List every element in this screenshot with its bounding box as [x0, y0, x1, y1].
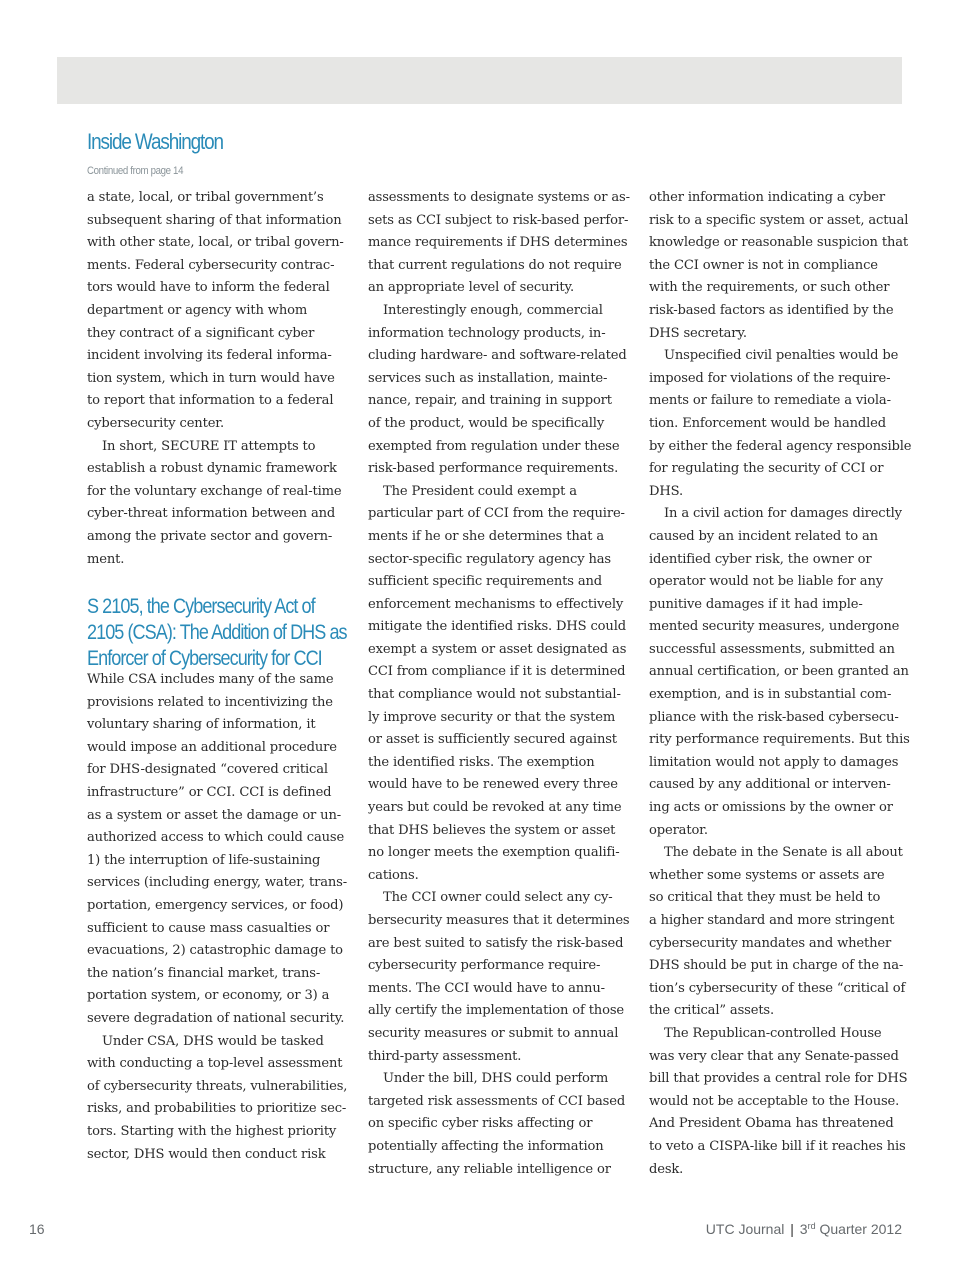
page-number: 16 — [29, 1221, 45, 1237]
section-title: Inside Washington — [87, 129, 223, 154]
subheading — [87, 594, 345, 672]
text-line: ally certify the implementation of those — [368, 1003, 624, 1019]
text-line: risk-based factors as identified by the — [649, 302, 894, 318]
text-line: Interestingly enough, commercial — [383, 302, 603, 318]
text-line: The Republican-controlled House — [664, 1025, 882, 1041]
paragraph-cont — [368, 1091, 630, 1181]
text-line: cybersecurity mandates and whether — [649, 935, 892, 951]
text-line: CCI from compliance if it is determined — [368, 664, 626, 680]
text-line: ments. Federal cybersecurity contrac- — [87, 257, 335, 273]
paragraph — [87, 669, 349, 1031]
text-line: are best suited to satisfy the risk-based — [368, 935, 624, 951]
text-line: cluding hardware- and software-related — [368, 348, 627, 364]
text-line: an appropriate level of security. — [368, 280, 575, 296]
text-line: mitigate the identified risks. DHS could — [368, 619, 626, 635]
text-line: bersecurity measures that it determines — [368, 913, 630, 928]
text-line: mented security measures, undergone — [649, 619, 900, 635]
subheading-line: 2105 (CSA): The Addition of DHS as — [87, 621, 347, 645]
text-line: establish a robust dynamic framework — [87, 461, 337, 477]
text-line: for DHS-designated “covered critical — [87, 762, 328, 778]
text-line: 1) the interruption of life-sustaining — [87, 852, 321, 868]
text-line: exempt a system or asset designated as — [368, 641, 627, 657]
text-line: nance, repair, and training in support — [368, 393, 612, 409]
text-line: limitation would not apply to damages — [649, 754, 899, 770]
text-line: exemption, and is in substantial com- — [649, 687, 892, 703]
text-line: cations. — [368, 867, 419, 883]
text-line: the CCI owner is not in compliance — [649, 257, 878, 273]
text-line: caused by any additional or interven- — [649, 777, 891, 793]
text-line: third-party assessment. — [368, 1048, 522, 1064]
text-line: Unspecified civil penalties would be — [664, 348, 899, 364]
text-line: knowledge or reasonable suspicion that — [649, 235, 909, 251]
text-line: security measures or submit to annual — [368, 1025, 619, 1041]
text-line: to report that information to a federal — [87, 393, 334, 409]
text-line: would have to be renewed every three — [368, 777, 618, 793]
text-line: Under the bill, DHS could perform — [383, 1071, 609, 1087]
text-line: tion. Enforcement would be handled — [649, 415, 886, 431]
journal-name: UTC Journal — [705, 1221, 785, 1237]
header-banner — [57, 57, 902, 104]
text-line: provisions related to incentivizing the — [87, 694, 333, 710]
text-line: The President could exempt a — [383, 483, 577, 499]
paragraph — [368, 887, 630, 910]
text-line: would not be acceptable to the House. — [649, 1093, 900, 1109]
issue-number: 3 — [799, 1221, 808, 1237]
column-1 — [87, 187, 349, 1166]
text-line: mance requirements if DHS determines — [368, 235, 628, 251]
text-line: structure, any reliable intelligence or — [368, 1161, 611, 1177]
text-line: on specific cyber risks affecting or — [368, 1116, 593, 1132]
text-line: a higher standard and more stringent — [649, 913, 895, 928]
paragraph — [649, 503, 911, 526]
text-line: of cybersecurity threats, vulnerabilities, — [87, 1078, 348, 1094]
text-line: tion’s cybersecurity of these “critical of — [649, 980, 906, 996]
footer-separator: | — [790, 1221, 794, 1237]
text-line: bill that provides a central role for DHS — [649, 1071, 908, 1087]
paragraph — [649, 842, 911, 865]
text-line: tion system, which in turn would have — [87, 370, 335, 386]
text-line: that current regulations do not require — [368, 257, 622, 273]
text-line: among the private sector and govern- — [87, 528, 333, 544]
footer-journal — [706, 1221, 902, 1237]
text-line: years but could be revoked at any time — [368, 800, 622, 816]
text-line: operator would not be liable for any — [649, 574, 883, 590]
text-line: The debate in the Senate is all about — [664, 845, 903, 861]
issue-quarter: Quarter 2012 — [819, 1221, 902, 1237]
text-line: sets as CCI subject to risk-based perfor- — [368, 212, 629, 228]
text-line: operator. — [649, 822, 708, 838]
text-line: ly improve security or that the system — [368, 709, 616, 725]
paragraph — [368, 481, 630, 504]
paragraph — [87, 187, 349, 436]
column-3 — [649, 187, 911, 1181]
text-line: In a civil action for damages directly — [664, 506, 902, 522]
paragraph — [368, 1068, 630, 1091]
text-line: identified cyber risk, the owner or — [649, 551, 872, 567]
text-line: ments if he or she determines that a — [368, 528, 605, 544]
text-line: that DHS believes the system or asset — [368, 822, 616, 838]
text-line: portation, emergency services, or food) — [87, 898, 344, 914]
text-line: enforcement mechanisms to effectively — [368, 596, 624, 612]
text-line: sector-specific regulatory agency has — [368, 551, 611, 567]
column-2 — [368, 187, 630, 1181]
text-line: ments. The CCI would have to annu- — [368, 980, 605, 996]
text-line: with other state, local, or tribal govern- — [87, 235, 344, 251]
text-line: portation system, or economy, or 3) a — [87, 988, 330, 1004]
text-line: other information indicating a cyber — [649, 190, 885, 205]
paragraph-cont — [649, 865, 911, 1023]
subheading-line: Enforcer of Cybersecurity for CCI — [87, 647, 322, 671]
text-line: risks, and probabilities to prioritize sec- — [87, 1101, 347, 1117]
text-line: by either the federal agency responsible — [649, 438, 912, 454]
paragraph-cont — [649, 368, 911, 504]
text-line: The CCI owner could select any cy- — [383, 890, 613, 906]
text-line: infrastructure” or CCI. CCI is defined — [87, 785, 332, 801]
text-line: punitive damages if it had imple- — [649, 596, 863, 612]
paragraph-cont — [87, 1053, 349, 1166]
text-line: targeted risk assessments of CCI based — [368, 1093, 626, 1109]
text-line: for the voluntary exchange of real-time — [87, 483, 342, 499]
text-line: Under CSA, DHS would be tasked — [102, 1033, 324, 1049]
text-line: no longer meets the exemption qualifi- — [368, 845, 620, 861]
text-line: imposed for violations of the require- — [649, 370, 891, 386]
text-line: or asset is sufficiently secured against — [368, 732, 617, 748]
text-line: services such as installation, mainte- — [368, 370, 608, 386]
paragraph-cont — [368, 503, 630, 887]
text-line: ing acts or omissions by the owner or — [649, 800, 893, 816]
text-line: cyber-threat information between and — [87, 506, 336, 522]
text-line: cybersecurity center. — [87, 415, 224, 431]
text-line: the identified risks. The exemption — [368, 754, 595, 770]
text-line: as a system or asset the damage or un- — [87, 807, 342, 823]
text-line: so critical that they must be held to — [649, 890, 881, 906]
paragraph — [87, 1031, 349, 1054]
paragraph — [649, 187, 911, 345]
text-line: subsequent sharing of that information — [87, 212, 342, 228]
text-line: incident involving its federal informa- — [87, 348, 332, 364]
text-line: DHS. — [649, 483, 683, 499]
text-line: caused by an incident related to an — [649, 528, 878, 544]
paragraph-cont — [368, 910, 630, 1068]
text-line: cybersecurity performance require- — [368, 958, 601, 974]
text-line: risk-based performance requirements. — [368, 461, 619, 477]
text-line: successful assessments, submitted an — [649, 641, 895, 657]
text-line: a state, local, or tribal government’s — [87, 190, 324, 205]
text-line: sector, DHS would then conduct risk — [87, 1146, 326, 1162]
text-line: potentially affecting the information — [368, 1138, 604, 1154]
text-line: pliance with the risk-based cybersecu- — [649, 709, 899, 725]
paragraph-cont — [87, 458, 349, 571]
text-line: rity performance requirements. But this — [649, 732, 910, 748]
text-line: of the product, would be specifically — [368, 415, 605, 431]
text-line: annual certification, or been granted an — [649, 664, 909, 680]
paragraph-cont — [649, 526, 911, 842]
paragraph — [87, 436, 349, 459]
text-line: voluntary sharing of information, it — [87, 717, 316, 733]
continued-note: Continued from page 14 — [87, 165, 184, 177]
text-line: with conducting a top-level assessment — [87, 1056, 343, 1072]
text-line: exempted from regulation under these — [368, 438, 620, 454]
text-line: DHS should be put in charge of the na- — [649, 958, 904, 974]
text-line: they contract of a significant cyber — [87, 325, 315, 341]
text-line: whether some systems or assets are — [649, 867, 885, 883]
text-line: would impose an additional procedure — [87, 739, 337, 755]
text-line: the critical” assets. — [649, 1003, 775, 1019]
text-line: tors would have to inform the federal — [87, 280, 330, 296]
text-line: severe degradation of national security. — [87, 1011, 345, 1026]
text-line: In short, SECURE IT attempts to — [102, 438, 316, 454]
text-line: for regulating the security of CCI or — [649, 461, 884, 477]
paragraph-cont — [649, 1046, 911, 1182]
text-line: ment. — [87, 551, 125, 567]
text-line: that compliance would not substantial- — [368, 687, 621, 703]
text-line: desk. — [649, 1161, 684, 1177]
paragraph — [649, 345, 911, 368]
text-line: evacuations, 2) catastrophic damage to — [87, 943, 343, 959]
text-line: services (including energy, water, trans- — [87, 875, 347, 891]
paragraph — [649, 1023, 911, 1046]
text-line: department or agency with whom — [87, 302, 308, 318]
text-line: DHS secretary. — [649, 325, 747, 341]
issue-suffix: rd — [807, 1221, 816, 1231]
text-line: And President Obama has threatened — [649, 1116, 894, 1132]
text-line: While CSA includes many of the same — [87, 672, 334, 688]
text-line: to veto a CISPA-like bill if it reaches his — [649, 1138, 906, 1154]
text-line: sufficient to cause mass casualties or — [87, 920, 330, 936]
text-line: tors. Starting with the highest priority — [87, 1123, 337, 1139]
text-line: information technology products, in- — [368, 325, 606, 341]
paragraph — [368, 187, 630, 300]
text-line: with the requirements, or such other — [649, 280, 890, 296]
text-line: sufficient specific requirements and — [368, 574, 603, 590]
text-line: ments or failure to remediate a viola- — [649, 393, 891, 409]
text-line: risk to a specific system or asset, actual — [649, 212, 909, 228]
text-line: authorized access to which could cause — [87, 830, 345, 846]
text-line: particular part of CCI from the require- — [368, 506, 625, 522]
subheading-line: S 2105, the Cybersecurity Act of — [87, 595, 315, 619]
text-line: was very clear that any Senate-passed — [649, 1048, 899, 1064]
paragraph — [368, 300, 630, 323]
text-line: assessments to designate systems or as- — [368, 190, 630, 205]
text-line: the nation’s financial market, trans- — [87, 965, 321, 981]
paragraph-cont — [368, 323, 630, 481]
